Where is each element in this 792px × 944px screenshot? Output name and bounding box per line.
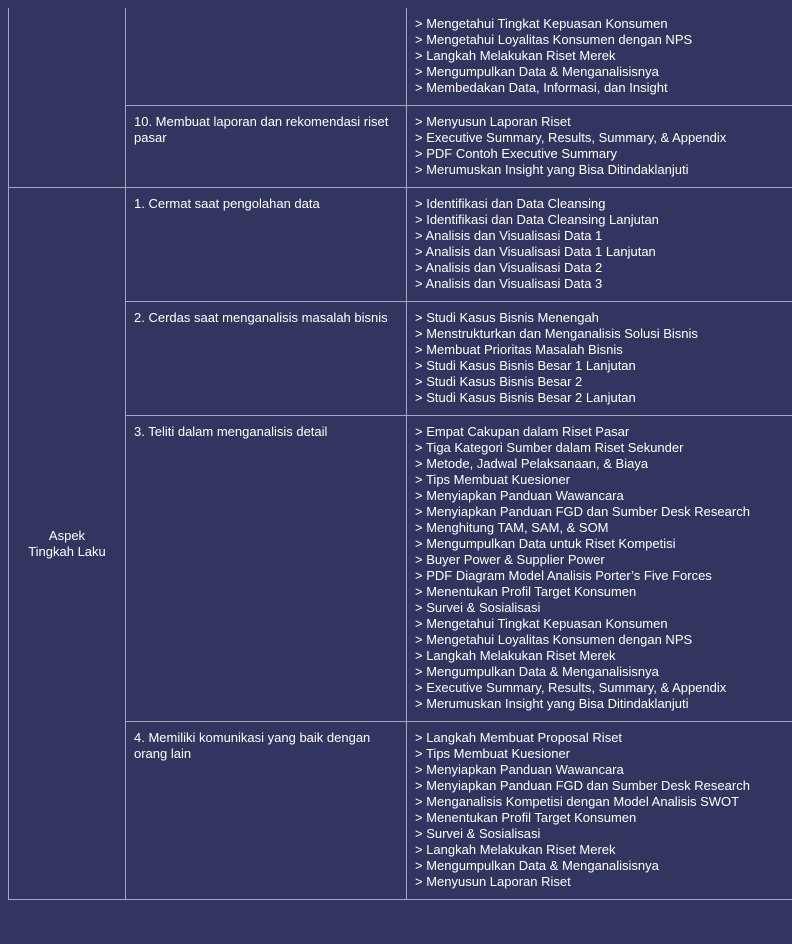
topic-item: > Membedakan Data, Informasi, dan Insight (415, 80, 668, 95)
topic-item: > Executive Summary, Results, Summary, & Appendix (415, 680, 727, 695)
table-row (9, 302, 792, 416)
topic-list-cell (407, 8, 792, 106)
aspect-label-line: Tingkah Laku (28, 543, 106, 559)
topic-item: > Menstrukturkan dan Menganalisis Solusi Bisnis (415, 326, 698, 341)
topic-item: > Analisis dan Visualisasi Data 2 (415, 260, 603, 275)
competency-label: 1. Cermat saat pengolahan data (134, 196, 320, 211)
topic-item: > Menentukan Profil Target Konsumen (415, 810, 637, 825)
topic-item: > Mengetahui Loyalitas Konsumen dengan NPS (415, 632, 693, 647)
topic-item: > Langkah Melakukan Riset Merek (415, 648, 616, 663)
table-row (9, 416, 792, 722)
topic-item: > Merumuskan Insight yang Bisa Ditindaklanjuti (415, 162, 689, 177)
competency-cell (126, 188, 407, 302)
topic-list-cell (407, 188, 792, 302)
topic-list-cell (407, 416, 792, 722)
topic-item: > Tiga Kategori Sumber dalam Riset Sekunder (415, 440, 684, 455)
competency-label: 3. Teliti dalam menganalisis detail (134, 424, 328, 439)
topic-item: > Studi Kasus Bisnis Menengah (415, 310, 599, 325)
topic-item: > Mengumpulkan Data untuk Riset Kompetisi (415, 536, 676, 551)
topic-item: > Mengetahui Tingkat Kepuasan Konsumen (415, 616, 668, 631)
topic-item: > Menyiapkan Panduan Wawancara (415, 762, 624, 777)
topic-item: > Mengumpulkan Data & Menganalisisnya (415, 664, 659, 679)
topic-item: > PDF Contoh Executive Summary (415, 146, 617, 161)
topic-item: > Executive Summary, Results, Summary, & Appendix (415, 130, 727, 145)
topic-item: > Empat Cakupan dalam Riset Pasar (415, 424, 630, 439)
topic-item: > Menghitung TAM, SAM, & SOM (415, 520, 609, 535)
topic-item: > Buyer Power & Supplier Power (415, 552, 605, 567)
table-row (9, 722, 792, 900)
topic-item: > Menentukan Profil Target Konsumen (415, 584, 637, 599)
topic-item: > Menganalisis Kompetisi dengan Model Analisis SWOT (415, 794, 740, 809)
topic-item: > Menyiapkan Panduan FGD dan Sumber Desk Research (415, 504, 750, 519)
topic-item: > Tips Membuat Kuesioner (415, 746, 570, 761)
topic-item: > Metode, Jadwal Pelaksanaan, & Biaya (415, 456, 649, 471)
topic-item: > Langkah Membuat Proposal Riset (415, 730, 623, 745)
competency-cell (126, 8, 407, 106)
topic-item: > Survei & Sosialisasi (415, 826, 541, 841)
topic-item: > Membuat Prioritas Masalah Bisnis (415, 342, 623, 357)
topic-item: > Analisis dan Visualisasi Data 1 (415, 228, 603, 243)
topic-item: > Menyusun Laporan Riset (415, 114, 571, 129)
curriculum-table (8, 8, 792, 900)
topic-item: > Langkah Melakukan Riset Merek (415, 842, 616, 857)
topic-item: > Merumuskan Insight yang Bisa Ditindaklanjuti (415, 696, 689, 711)
topic-item: > Menyiapkan Panduan FGD dan Sumber Desk Research (415, 778, 750, 793)
topic-item: > Analisis dan Visualisasi Data 1 Lanjutan (415, 244, 656, 259)
competency-cell (126, 416, 407, 722)
topic-list-cell (407, 106, 792, 188)
topic-item: > Identifikasi dan Data Cleansing Lanjutan (415, 212, 659, 227)
topic-item: > Langkah Melakukan Riset Merek (415, 48, 616, 63)
topic-item: > Menyiapkan Panduan Wawancara (415, 488, 624, 503)
topic-item: > Identifikasi dan Data Cleansing (415, 196, 606, 211)
aspect-cell (9, 188, 126, 900)
topic-item: > Mengetahui Loyalitas Konsumen dengan NPS (415, 32, 693, 47)
topic-item: > Analisis dan Visualisasi Data 3 (415, 276, 603, 291)
aspect-label-line: Aspek (48, 527, 86, 543)
topic-item: > Mengetahui Tingkat Kepuasan Konsumen (415, 16, 668, 31)
topic-list-cell (407, 722, 792, 900)
topic-list-cell (407, 302, 792, 416)
topic-item: > Studi Kasus Bisnis Besar 2 (415, 374, 583, 389)
competency-label: 4. Memiliki komunikasi yang baik dengan orang lain (134, 730, 371, 761)
topic-item: > Studi Kasus Bisnis Besar 2 Lanjutan (415, 390, 636, 405)
topic-item: > Studi Kasus Bisnis Besar 1 Lanjutan (415, 358, 636, 373)
aspect-cell-previous (9, 8, 126, 188)
topic-item: > Tips Membuat Kuesioner (415, 472, 570, 487)
topic-item: > Mengumpulkan Data & Menganalisisnya (415, 64, 659, 79)
competency-label: 10. Membuat laporan dan rekomendasi riset pasar (134, 114, 389, 145)
table-row (9, 8, 792, 106)
topic-item: > Menyusun Laporan Riset (415, 874, 571, 889)
competency-label: 2. Cerdas saat menganalisis masalah bisnis (134, 310, 388, 325)
competency-cell (126, 722, 407, 900)
competency-cell (126, 106, 407, 188)
topic-item: > PDF Diagram Model Analisis Porter’s Five Forces (415, 568, 712, 583)
table-row (9, 106, 792, 188)
competency-cell (126, 302, 407, 416)
curriculum-table-body (9, 8, 792, 900)
topic-item: > Mengumpulkan Data & Menganalisisnya (415, 858, 659, 873)
topic-item: > Survei & Sosialisasi (415, 600, 541, 615)
table-row (9, 188, 792, 302)
